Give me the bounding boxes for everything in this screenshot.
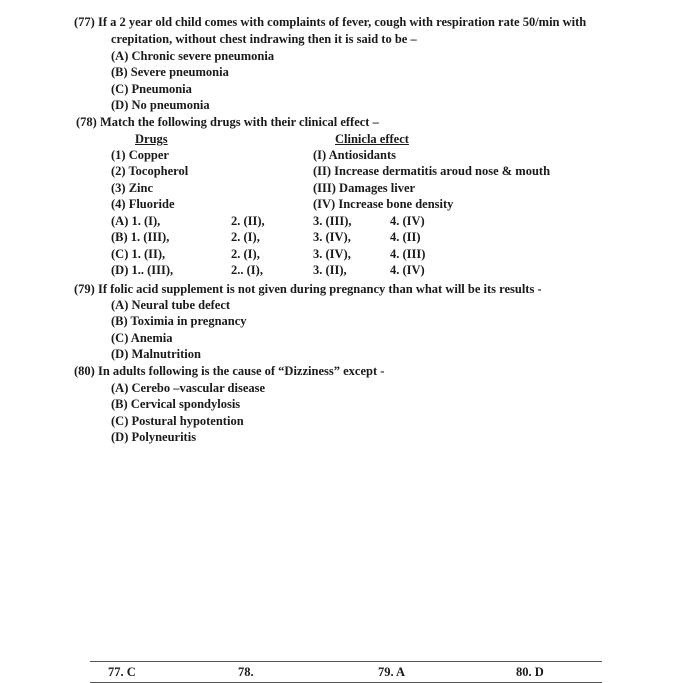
answer-80: 80. D	[516, 665, 544, 679]
q77-option-a: (A) Chronic severe pneumonia	[111, 49, 275, 63]
q78-drug-4: (4) Fluoride	[111, 197, 175, 211]
q78-drug-1: (1) Copper	[111, 148, 169, 162]
q78-drug-3: (3) Zinc	[111, 181, 154, 195]
q78-row-b-col4: 4. (II)	[390, 230, 421, 244]
answer-77: 77. C	[108, 665, 136, 679]
q78-effect-1: (I) Antiosidants	[313, 148, 397, 162]
q78-effect-4: (IV) Increase bone density	[313, 197, 454, 211]
q78-row-a-col4: 4. (IV)	[390, 214, 425, 228]
q78-row-d-col4: 4. (IV)	[390, 263, 425, 277]
q78-row-b-col3: 3. (IV),	[313, 230, 351, 244]
q77-stem-line1: (77) If a 2 year old child comes with complaints of fever, cough with respiration rate 50/min with	[74, 15, 587, 29]
q80-option-a: (A) Cerebo –vascular disease	[111, 381, 266, 395]
q78-row-a-col2: 2. (II),	[231, 214, 265, 228]
q80-option-b: (B) Cervical spondylosis	[111, 397, 241, 411]
q78-stem: (78) Match the following drugs with their clinical effect –	[76, 115, 379, 129]
q78-row-a-col1: (A) 1. (I),	[111, 214, 161, 228]
q77-option-c: (C) Pneumonia	[111, 82, 192, 96]
q77-option-d: (D) No pneumonia	[111, 98, 210, 112]
q78-row-b-col2: 2. (I),	[231, 230, 260, 244]
q78-row-c-col2: 2. (I),	[231, 247, 260, 261]
q80-stem: (80) In adults following is the cause of “Dizziness” except -	[74, 364, 385, 378]
q80-option-d: (D) Polyneuritis	[111, 430, 197, 444]
q78-row-d-col3: 3. (II),	[313, 263, 347, 277]
q77-option-b: (B) Severe pneumonia	[111, 65, 229, 79]
q78-row-d-col2: 2.. (I),	[231, 263, 263, 277]
q78-effect-header: Clinicla effect	[335, 132, 409, 146]
q78-row-d-col1: (D) 1.. (III),	[111, 263, 174, 277]
q77-stem-line2: crepitation, without chest indrawing then it is said to be –	[111, 32, 417, 46]
q78-drug-2: (2) Tocopherol	[111, 164, 189, 178]
q79-option-c: (C) Anemia	[111, 331, 173, 345]
answer-78: 78.	[238, 665, 254, 679]
q78-effect-2: (II) Increase dermatitis aroud nose & mouth	[313, 164, 551, 178]
q78-row-c-col1: (C) 1. (II),	[111, 247, 166, 261]
q78-drugs-header: Drugs	[135, 132, 168, 146]
q80-option-c: (C) Postural hypotention	[111, 414, 244, 428]
q78-row-a-col3: 3. (III),	[313, 214, 352, 228]
answer-79: 79. A	[378, 665, 406, 679]
q78-effect-3: (III) Damages liver	[313, 181, 416, 195]
q79-option-b: (B) Toximia in pregnancy	[111, 314, 247, 328]
answer-key-bar	[90, 661, 602, 683]
q78-row-c-col3: 3. (IV),	[313, 247, 351, 261]
q78-row-b-col1: (B) 1. (III),	[111, 230, 170, 244]
q79-option-a: (A) Neural tube defect	[111, 298, 231, 312]
q79-stem: (79) If folic acid supplement is not given during pregnancy than what will be its results -	[74, 282, 542, 296]
q78-row-c-col4: 4. (III)	[390, 247, 426, 261]
q79-option-d: (D) Malnutrition	[111, 347, 201, 361]
